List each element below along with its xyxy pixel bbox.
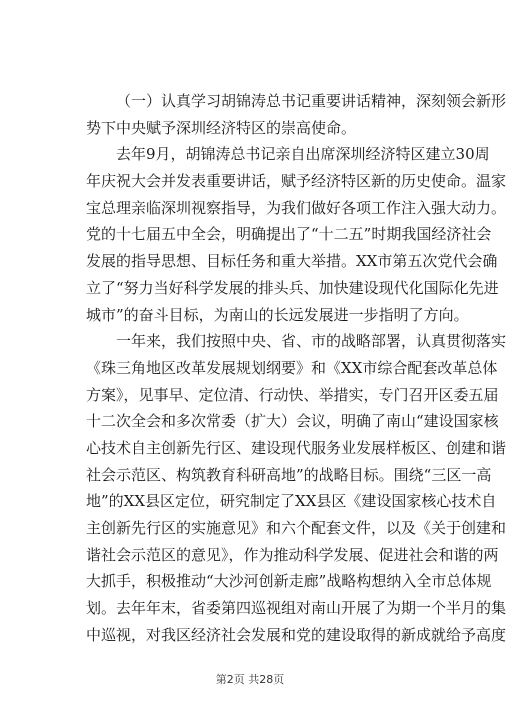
paragraph-line: 地”的XX县区定位，研究制定了XX县区《建设国家核心技术自 (86, 492, 497, 511)
paragraph-line: 宝总理亲临深圳视察指导，为我们做好各项工作注入强大动力。 (86, 198, 506, 217)
paragraph-line: 一年来，我们按照中央、省、市的战略部署，认真贯彻落实 (116, 332, 506, 351)
document-body (86, 88, 506, 648)
paragraph-line: 划。去年年末，省委第四巡视组对南山开展了为期一个半月的集 (86, 599, 506, 618)
page-number-footer: 第2页 共28页 (215, 673, 285, 686)
paragraph-line: 去年9月，胡锦涛总书记亲自出席深圳经济特区建立30周 (116, 145, 490, 164)
paragraph-line: 发展的指导思想、目标任务和重大举措。XX市第五次党代会确 (86, 252, 498, 271)
paragraph-line: 城市”的奋斗目标，为南山的长远发展进一步指明了方向。 (86, 305, 469, 324)
paragraph-line: 中巡视，对我区经济社会发展和党的建设取得的新成就给予高度 (86, 625, 506, 644)
paragraph-line: （一）认真学习胡锦涛总书记重要讲话精神，深刻领会新形 (116, 92, 506, 110)
paragraph-line: 心技术自主创新先行区、建设现代服务业发展样板区、创建和谐 (86, 438, 506, 457)
paragraph-line: 十二次全会和多次常委（扩大）会议，明确了南山“建设国家核 (86, 412, 499, 431)
paragraph-line: 大抓手，积极推动“大沙河创新走廊”战略构想纳入全市总体规 (86, 572, 492, 591)
paragraph-line: 党的十七届五中全会，明确提出了“十二五”时期我国经济社会 (86, 225, 492, 244)
paragraph-line: 《珠三角地区改革发展规划纲要》和《XX市综合配套改革总体 (86, 358, 498, 377)
paragraph-line: 立了“努力当好科学发展的排头兵、加快建设现代化国际化先进 (86, 278, 499, 297)
paragraph-line: 社会示范区、构筑教育科研高地”的战略目标。围绕“三区一高 (86, 465, 492, 484)
paragraph-line: 势下中央赋予深圳经济特区的崇高使命。 (86, 118, 357, 137)
paragraph-line: 主创新先行区的实施意见》和六个配套文件，以及《关于创建和 (86, 519, 506, 537)
paragraph-line: 方案》，见事早、定位清、行动快、举措实，专门召开区委五届 (86, 385, 499, 404)
paragraph-line: 谐社会示范区的意见》，作为推动科学发展、促进社会和谐的两 (86, 545, 499, 564)
paragraph-line: 年庆祝大会并发表重要讲话，赋予经济特区新的历史使命。温家 (86, 172, 506, 191)
